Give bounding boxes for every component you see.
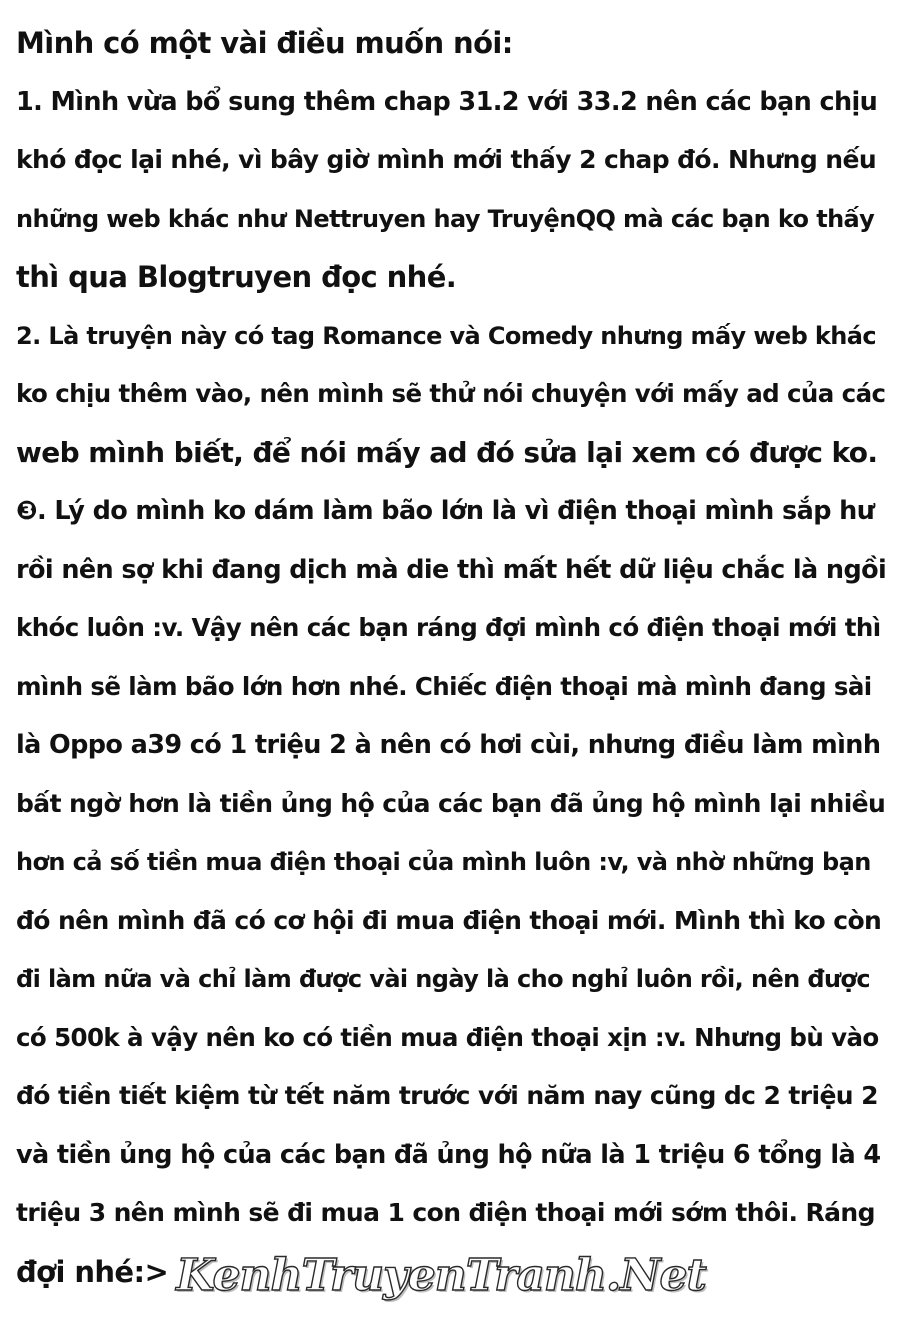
watermark-logo: KenhTruyenTranh.Net: [176, 1249, 706, 1301]
text-line: triệu 3 nên mình sẽ đi mua 1 con điện thoại mới sớm thôi. Ráng: [16, 1198, 875, 1227]
text-line: web mình biết, để nói mấy ad đó sửa lại xem có được ko.: [16, 435, 878, 469]
text-line: hơn cả số tiền mua điện thoại của mình luôn :v, và nhờ những bạn: [16, 848, 871, 876]
text-line: khóc luôn :v. Vậy nên các bạn ráng đợi mình có điện thoại mới thì: [16, 613, 881, 642]
text-line: rồi nên sợ khi đang dịch mà die thì mất hết dữ liệu chắc là ngồi: [16, 554, 887, 585]
text-line: ko chịu thêm vào, nên mình sẽ thử nói chuyện với mấy ad của các: [16, 379, 886, 408]
closing-line: [16, 1243, 888, 1302]
text-line: Mình có một vài điều muốn nói:: [16, 26, 513, 60]
text-line: đó tiền tiết kiệm từ tết năm trước với năm nay cũng dc 2 triệu 2: [16, 1081, 878, 1110]
text-line: và tiền ủng hộ của các bạn đã ủng hộ nữa là 1 triệu 6 tổng là 4: [16, 1139, 881, 1170]
text-line: bất ngờ hơn là tiền ủng hộ của các bạn đã ủng hộ mình lại nhiều: [16, 788, 886, 818]
text-line: những web khác như Nettruyen hay TruyệnQQ mà các bạn ko thấy: [16, 204, 875, 233]
text-line: 2. Là truyện này có tag Romance và Comedy nhưng mấy web khác: [16, 321, 877, 350]
text-line: mình sẽ làm bão lớn hơn nhé. Chiếc điện thoại mà mình đang sài: [16, 671, 872, 701]
text-line: có 500k à vậy nên ko có tiền mua điện thoại xịn :v. Nhưng bù vào: [16, 1022, 879, 1052]
text-line: thì qua Blogtruyen đọc nhé.: [16, 260, 457, 294]
text-line: ❸. Lý do mình ko dám làm bão lớn là vì điện thoại mình sắp hư: [16, 496, 875, 526]
closing-text: đợi nhé:>: [16, 1254, 169, 1289]
text-line: đi làm nữa và chỉ làm được vài ngày là cho nghỉ luôn rồi, nên được: [16, 965, 870, 993]
message-body: [16, 14, 888, 1301]
text-line: 1. Mình vừa bổ sung thêm chap 31.2 với 33.2 nên các bạn chịu: [16, 86, 878, 117]
text-line: khó đọc lại nhé, vì bây giờ mình mới thấy 2 chap đó. Nhưng nếu: [16, 145, 877, 174]
text-line: đó nên mình đã có cơ hội đi mua điện thoại mới. Mình thì ko còn: [16, 905, 882, 935]
text-line: là Oppo a39 có 1 triệu 2 à nên có hơi cùi, nhưng điều làm mình: [16, 730, 881, 760]
